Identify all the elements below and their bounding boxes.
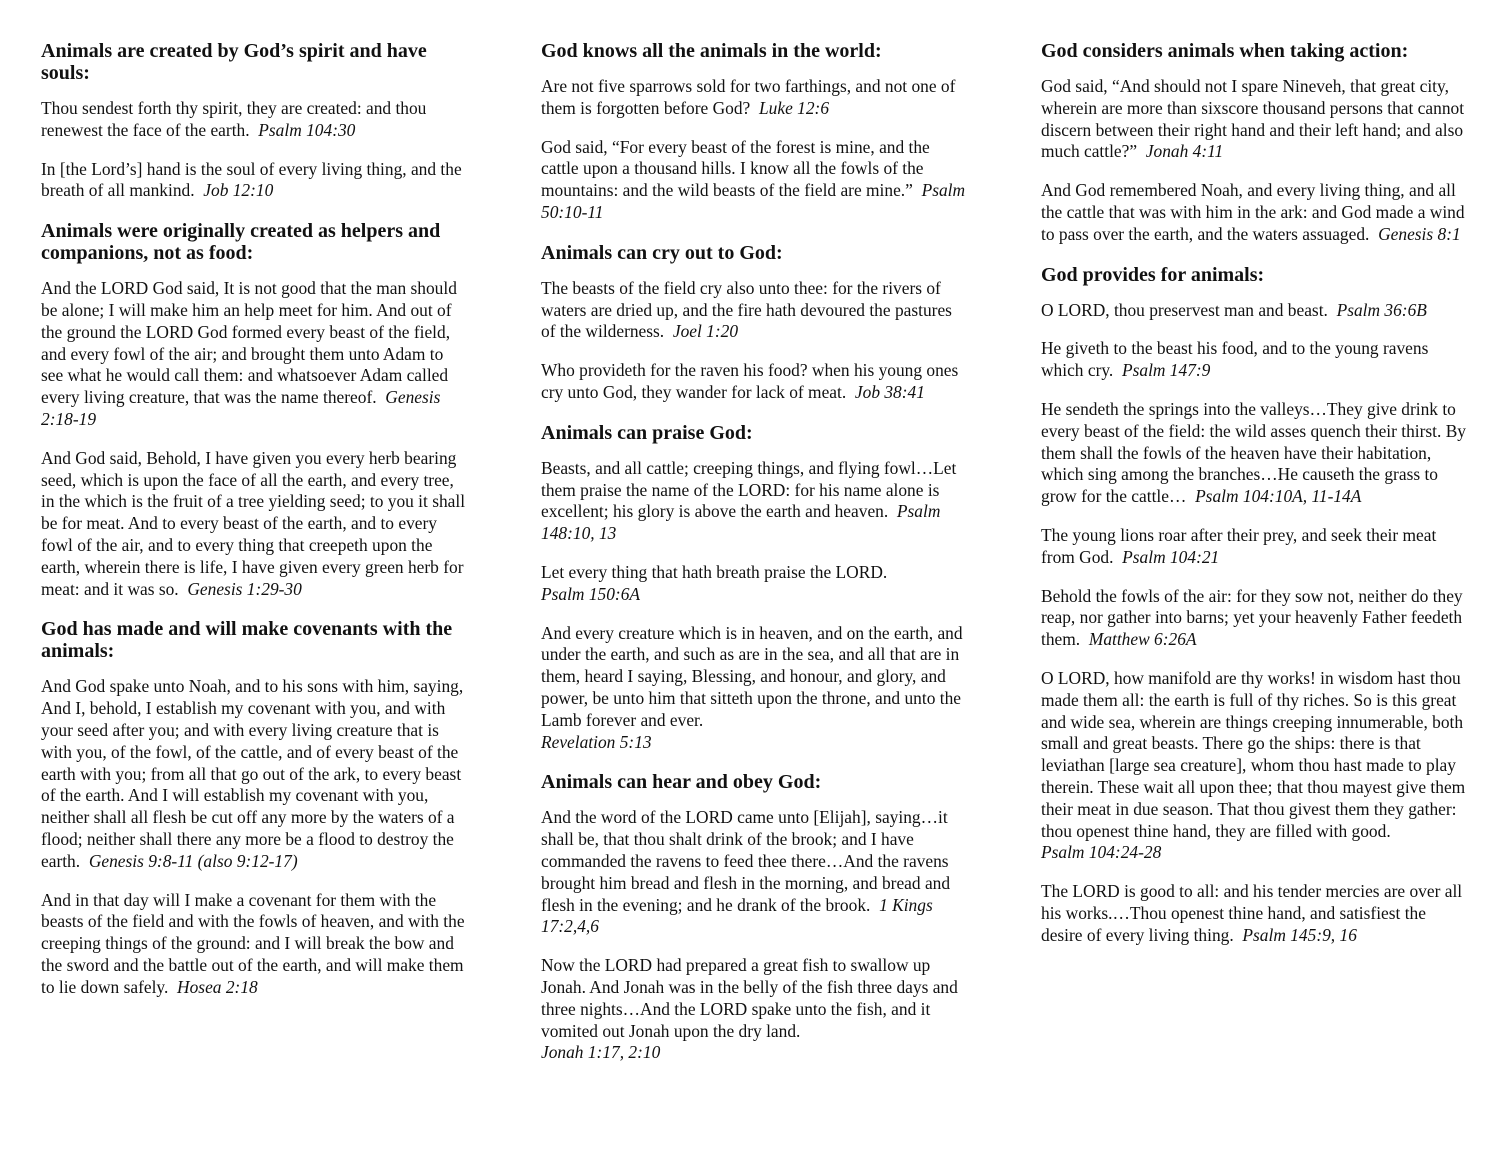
verse-paragraph: [1041, 76, 1466, 163]
verse-reference: Genesis 9:8-11 (also 9:12-17): [88, 850, 298, 871]
verse-reference: Psalm 104:30: [258, 119, 356, 140]
verse-paragraph: [541, 562, 966, 606]
verse-paragraph: [1041, 300, 1466, 322]
section-heading: Animals were originally created as helpers and companions, not as food:: [41, 220, 441, 265]
section-heading: Animals can praise God:: [541, 421, 753, 444]
verse-text: And in that day will I make a covenant for them with the beasts of the field and with the fowls of heaven, and with the creeping things of the ground: and I will break the bow and the sword and the battle out of the earth, and will make them to lie down safely.: [41, 889, 465, 997]
section-heading: God knows all the animals in the world:: [541, 40, 882, 62]
verse-reference: Genesis 8:1: [1378, 223, 1461, 244]
verse-reference: Psalm 148:10, 13: [541, 501, 941, 544]
verse-text: God said, “For every beast of the forest is mine, and the cattle upon a thousand hills. I know all the fowls of the mountains: and the wild beasts of the field are mine.”: [541, 136, 930, 201]
verse-reference: Job 12:10: [203, 180, 274, 201]
section-heading: God provides for animals:: [1041, 263, 1265, 286]
column-1: [41, 40, 466, 1017]
section-heading: God considers animals when taking action:: [1041, 40, 1409, 62]
verse-text: And God said, Behold, I have given you every herb bearing seed, which is upon the face of all the earth, and every tree, in the which is the fruit of a tree yielding seed; to you it shall be for meat. And to every beast of the earth, and to every fowl of the air, and to every thing that creepeth upon the earth, wherein there is life, I have given every green herb for meat: and it was so.: [41, 447, 466, 599]
verse-text: Thou sendest forth thy spirit, they are created: and thou renewest the face of the earth.: [41, 98, 427, 140]
verse-reference: Psalm 104:10A, 11-14A: [1195, 486, 1362, 507]
verse-paragraph: [41, 159, 466, 203]
verse-reference: Psalm 104:21: [1122, 546, 1220, 567]
verse-text: The young lions roar after their prey, and seek their meat from God.: [1041, 524, 1437, 567]
section-covenants: [41, 618, 466, 998]
verse-paragraph: [1041, 180, 1466, 245]
section-heading: Animals can cry out to God:: [541, 241, 783, 264]
verse-paragraph: [541, 955, 966, 1064]
verse-paragraph: [41, 448, 466, 601]
verse-paragraph: [41, 98, 466, 142]
verse-paragraph: [41, 676, 466, 872]
section-god-knows-animals: [541, 40, 966, 224]
verse-reference: Hosea 2:18: [177, 976, 258, 997]
verse-paragraph: [541, 278, 966, 343]
section-considers-animals: [1041, 40, 1466, 246]
verse-text: And every creature which is in heaven, and on the earth, and under the earth, and such as are in the sea, and all that are in them, heard I saying, Blessing, and honour, and glory, and power, be unto him that sitteth upon the throne, and unto the Lamb forever and ever.: [541, 622, 963, 730]
verse-reference: Jonah 1:17, 2:10: [541, 1042, 661, 1063]
verse-paragraph: [541, 623, 966, 754]
verse-paragraph: [41, 278, 466, 431]
verse-reference: Psalm 36:6B: [1336, 299, 1427, 320]
verse-text: The LORD is good to all: and his tender mercies are over all his works.…Thou openest thine hand, and satisfiest the desire of every living thing.: [1041, 881, 1463, 945]
verse-paragraph: [1041, 586, 1466, 651]
verse-text: And the word of the LORD came unto [Elijah], saying…it shall be, that thou shalt drink of the brook; and I have commanded the ravens to feed thee there…And the ravens brought him bread and flesh in the morning, and bread and flesh in the evening; and he drank of the brook.: [541, 807, 951, 915]
section-created-by-spirit: [41, 40, 466, 202]
verse-reference: Matthew 6:26A: [1088, 629, 1197, 650]
verse-reference: Psalm 50:10-11: [541, 180, 966, 222]
verse-paragraph: [541, 137, 966, 224]
verse-reference: Joel 1:20: [672, 321, 739, 342]
verse-paragraph: [1041, 668, 1466, 864]
verse-reference: Jonah 4:11: [1145, 141, 1224, 162]
verse-text: Are not five sparrows sold for two farthings, and not one of them is forgotten before God?: [541, 76, 956, 118]
verse-text: He giveth to the beast his food, and to the young ravens which cry.: [1041, 338, 1429, 381]
verse-reference: Luke 12:6: [758, 97, 830, 118]
verse-text: O LORD, thou preservest man and beast.: [1041, 299, 1328, 320]
verse-reference: Psalm 147:9: [1121, 360, 1211, 381]
verse-text: O LORD, how manifold are thy works! in wisdom hast thou made them all: the earth is full of thy riches. So is this great and wide sea, wherein are things creeping innumerable, both small and great beasts. There go the ships: there is that leviathan [large sea creature], whom thou hast made to play therein. These wait all upon thee; that thou mayest give them their meat in due season. That thou givest them they gather: thou openest thine hand, they are filled with good.: [1041, 667, 1466, 841]
verse-reference: Psalm 145:9, 16: [1242, 924, 1357, 945]
column-2: [541, 40, 966, 1082]
section-helpers-companions: [41, 220, 466, 600]
verse-reference: 1 Kings 17:2,4,6: [541, 894, 933, 937]
verse-reference: Psalm 104:24-28: [1041, 842, 1162, 863]
verse-paragraph: [1041, 399, 1466, 508]
section-cry-out: [541, 242, 966, 404]
verse-text: God said, “And should not I spare Nineveh, that great city, wherein are more than sixscore thousand persons that cannot discern between their right hand and their left hand; and also much cattle?”: [1041, 76, 1465, 162]
verse-paragraph: [1041, 338, 1466, 382]
verse-text: And God spake unto Noah, and to his sons with him, saying, And I, behold, I establish my covenant with you, and with your seed after you; and with every living creature that is with you, of the fowl, of the cattle, and of every beast of the earth with you; from all that go out of the ark, to every beast of the earth. And I will establish my covenant with you, neither shall all flesh be cut off any more by the waters of a flood; neither shall there any more be a flood to destroy the earth.: [41, 676, 464, 871]
verse-text: Beasts, and all cattle; creeping things, and flying fowl…Let them praise the name of the LORD: for his name alone is excellent; his glory is above the earth and heaven.: [541, 457, 957, 522]
verse-text: The beasts of the field cry also unto thee: for the rivers of waters are dried up, and the fire hath devoured the pastures of the wilderness.: [541, 277, 952, 342]
verse-paragraph: [41, 890, 466, 999]
verse-text: He sendeth the springs into the valleys…They give drink to every beast of the field: the wild asses quench their thirst. By them shall the fowls of the heaven have their habitation, which sing among the branches…He causeth the grass to grow for the cattle…: [1041, 398, 1466, 507]
verse-text: Let every thing that hath breath praise the LORD.: [541, 561, 888, 582]
verse-reference: Genesis 2:18-19: [41, 387, 441, 429]
section-heading: Animals are created by God’s spirit and have souls:: [41, 40, 427, 84]
section-heading: God has made and will make covenants with the animals:: [41, 618, 453, 663]
verse-text: Behold the fowls of the air: for they sow not, neither do they reap, nor gather into barns; yet your heavenly Father feedeth them.: [1041, 585, 1463, 650]
section-provides: [1041, 264, 1466, 947]
verse-reference: Genesis 1:29-30: [187, 578, 302, 599]
section-heading: Animals can hear and obey God:: [541, 771, 822, 794]
verse-text: Now the LORD had prepared a great fish to swallow up Jonah. And Jonah was in the belly of the fish three days and three nights…And the LORD spake unto the fish, and it vomited out Jonah upon the dry land.: [541, 955, 958, 1041]
section-praise: [541, 422, 966, 754]
verse-text: And the LORD God said, It is not good that the man should be alone; I will make him an help meet for him. And out of the ground the LORD God formed every beast of the field, and every fowl of the air; and brought them unto Adam to see what he would call them: and whatsoever Adam called every living creature, that was the name thereof.: [41, 278, 457, 408]
verse-paragraph: [541, 458, 966, 545]
verse-text: Who provideth for the raven his food? when his young ones cry unto God, they wander for lack of meat.: [541, 360, 959, 402]
section-hear-obey: [541, 771, 966, 1064]
verse-text: In [the Lord’s] hand is the soul of every living thing, and the breath of all mankind.: [41, 158, 462, 201]
verse-paragraph: [541, 807, 966, 938]
verse-paragraph: [1041, 525, 1466, 569]
verse-reference: Job 38:41: [854, 381, 925, 402]
verse-reference: Psalm 150:6A: [541, 583, 641, 604]
verse-paragraph: [541, 76, 966, 120]
verse-text: And God remembered Noah, and every living thing, and all the cattle that was with him in the ark: and God made a wind to pass over the earth, and the waters assuaged.: [1041, 180, 1465, 244]
verse-reference: Revelation 5:13: [541, 731, 652, 752]
verse-paragraph: [1041, 881, 1466, 946]
verse-paragraph: [541, 360, 966, 404]
column-3: [1041, 40, 1466, 965]
